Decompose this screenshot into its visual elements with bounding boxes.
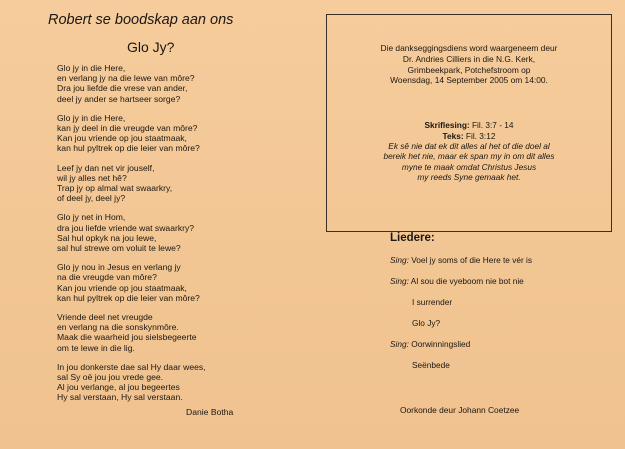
- poem-stanza: [57, 312, 290, 353]
- notice-line: Die dankseggingsdiens word waargeneem deur: [380, 43, 558, 53]
- poem-line: Al jou verlange, al jou begeertes: [57, 382, 180, 393]
- poem-line: In jou donkerste dae sal Hy daar wees,: [57, 361, 206, 372]
- quote-line: myne te maak omdat Christus Jesus: [401, 161, 537, 172]
- song-item: [390, 318, 615, 339]
- reading-value: Fil. 3:7 - 14: [471, 120, 514, 131]
- poem-line: kan jy deel in die vreugde van môre?: [57, 123, 198, 134]
- poem-stanza: [57, 163, 290, 204]
- poem-line: en verlang na die sonskynmôre.: [57, 322, 179, 333]
- text-line: [327, 131, 611, 141]
- poem-line: wil jy alles net hê?: [57, 172, 127, 183]
- text-value: Fil. 3:12: [465, 130, 496, 141]
- poem-line: sal Sy oë jou jou vrede gee.: [57, 372, 164, 383]
- service-details-box: [326, 14, 612, 232]
- poem-line: Sal hul opkyk na jou lewe,: [57, 232, 157, 243]
- song-title: Seënbede: [412, 360, 450, 370]
- poem-stanza: [57, 362, 290, 403]
- poem-stanza: [57, 212, 290, 253]
- poem-line: Glo jy in die Here,: [57, 112, 126, 123]
- quote-line: bereik het nie, maar ek span my in om dit alles: [383, 151, 555, 162]
- quote-line: my reeds Syne gemaak het.: [417, 172, 521, 183]
- message-heading: Robert se boodskap aan ons: [48, 12, 234, 28]
- song-title: Al sou die vyeboom nie bot nie: [410, 276, 524, 286]
- scripture-reading: [327, 120, 611, 182]
- poem-line: Glo jy net in Hom,: [57, 212, 126, 223]
- song-label: Sing:: [390, 276, 409, 286]
- poem-line: Vriende deel net vreugde: [57, 312, 153, 323]
- song-item: [390, 276, 615, 297]
- notice-line: Woensdag, 14 September 2005 om 14:00.: [390, 75, 548, 86]
- poem-line: kan hul pyltrek op die leier van môre?: [57, 143, 200, 154]
- poem-line: Hy sal verstaan, Hy sal verstaan.: [57, 392, 183, 403]
- poem-line: Kan jou vriende op jou staatmaak,: [57, 282, 187, 293]
- poem-stanza: [57, 262, 290, 303]
- poem-line: na die vreugde van môre?: [57, 272, 157, 283]
- notice-line: Grimbeekpark, Potchefstroom op: [407, 64, 531, 75]
- closing-line: Oorkonde deur Johann Coetzee: [400, 405, 520, 415]
- quote-line: Ek sê nie dat ek dit alles al het of die doel al: [388, 141, 550, 151]
- text-label: Teks:: [442, 130, 464, 141]
- poem-line: Trap jy op almal wat swaarkry,: [57, 183, 173, 194]
- song-title: Glo Jy?: [412, 318, 441, 328]
- notice-line: Dr. Andries Cilliers in die N.G. Kerk,: [402, 53, 536, 64]
- song-title: I surrender: [412, 297, 453, 307]
- reading-label: Skriflesing:: [424, 120, 470, 131]
- poem-line: kan hul pyltrek op die leier van môre?: [57, 292, 200, 303]
- poem-line: en verlang jy na die lewe van môre?: [57, 73, 195, 84]
- poem-stanza: [57, 113, 290, 154]
- song-item: [390, 297, 615, 318]
- poem-line: om te lewe in die lig.: [57, 342, 135, 353]
- poem-stanza: [57, 63, 290, 104]
- poem-line: Maak die waarheid jou sielsbegeerte: [57, 332, 197, 343]
- song-label: Sing:: [390, 339, 409, 349]
- reading-line: [327, 120, 611, 130]
- poem-line: Dra jou liefde die vrese van ander,: [57, 83, 188, 94]
- poem-line: Glo jy nou in Jesus en verlang jy: [57, 262, 181, 273]
- poem-line: Leef jy dan net vir jouself,: [57, 162, 155, 173]
- poem-line: of deel jy, deel jy?: [57, 193, 126, 204]
- poem-line: Kan jou vriende op jou staatmaak,: [57, 133, 187, 144]
- poem-title: Glo Jy?: [127, 39, 175, 55]
- service-notice: [327, 43, 611, 86]
- poem-line: Glo jy in die Here,: [57, 63, 126, 73]
- poem-line: sal hul strewe om voluit te lewe?: [57, 243, 181, 254]
- poem-line: dra jou liefde vriende wat swaarkry?: [57, 222, 195, 233]
- song-title: Voel jy soms of die Here te vér is: [411, 255, 533, 265]
- songs-section: [390, 232, 615, 381]
- poem-author: Danie Botha: [186, 407, 234, 417]
- song-item: [390, 339, 615, 360]
- song-title: Oorwinningslied: [411, 339, 471, 349]
- songs-title: Liedere:: [390, 232, 435, 244]
- poem-line: deel jy ander se hartseer sorge?: [57, 93, 181, 104]
- song-item: [390, 255, 615, 276]
- song-item: [390, 360, 615, 381]
- song-label: Sing:: [390, 255, 409, 265]
- poem-panel: [40, 12, 290, 412]
